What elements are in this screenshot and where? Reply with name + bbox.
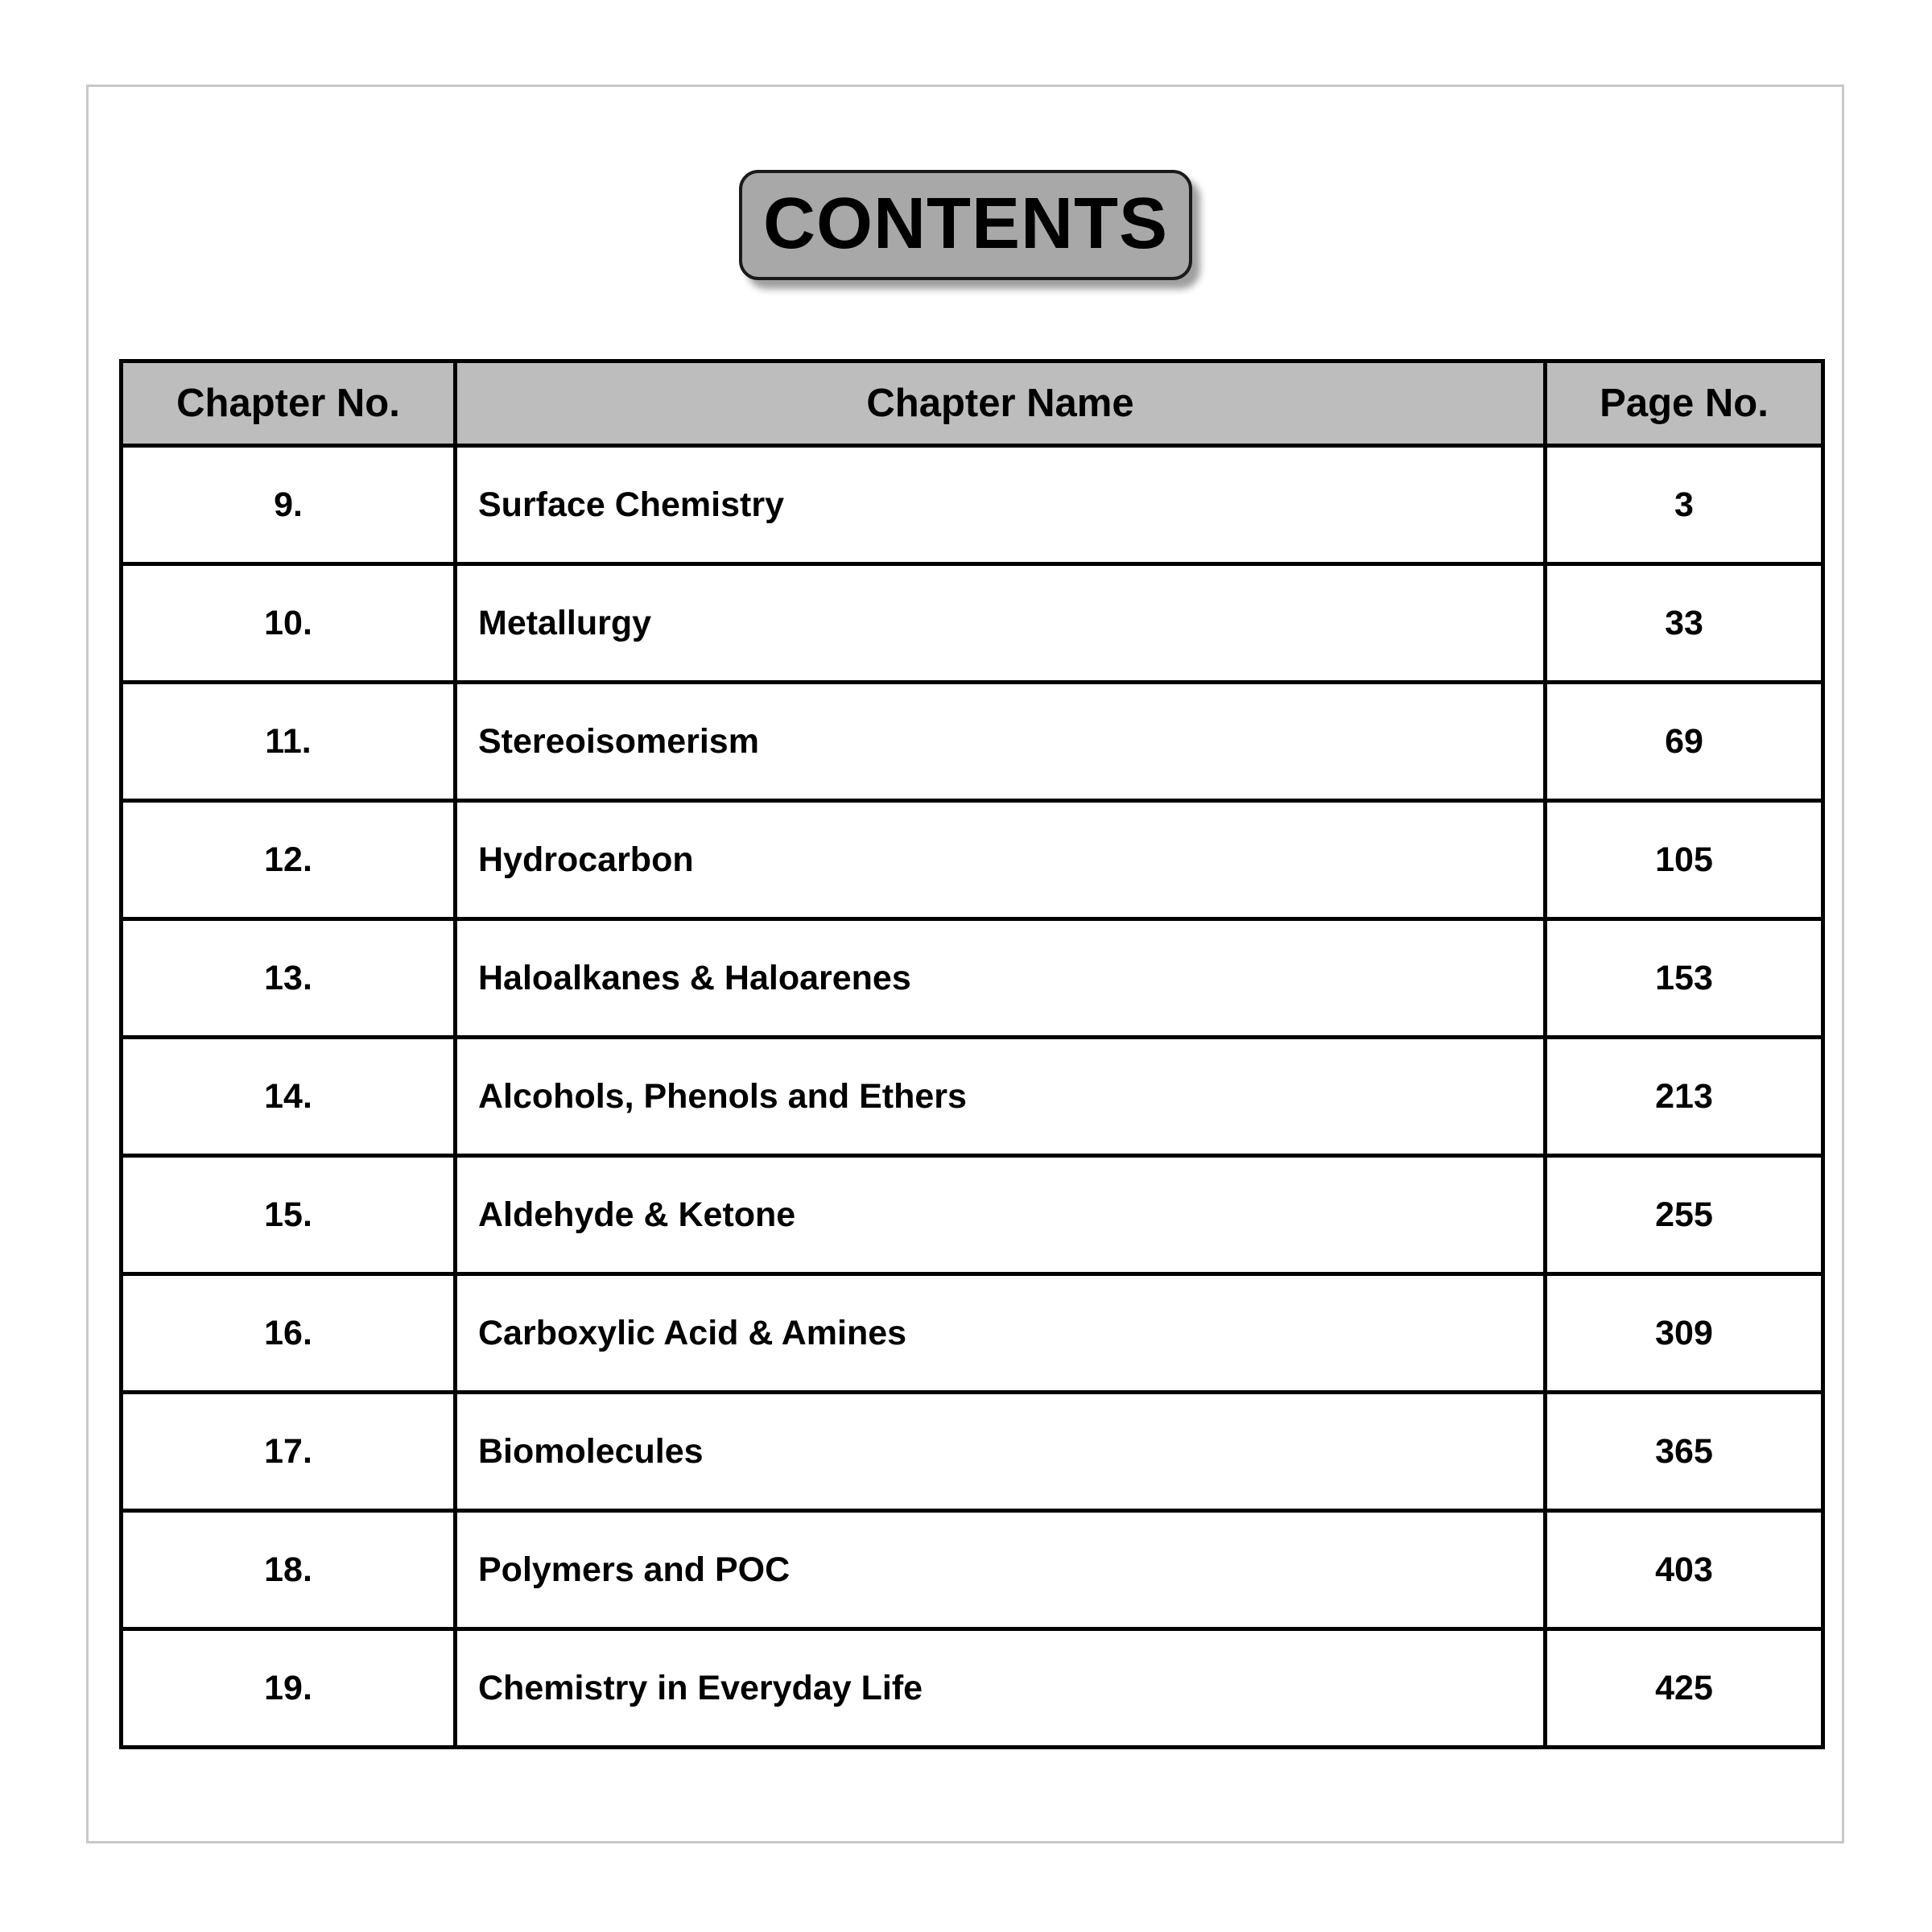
cell-chapter-no: 13. bbox=[122, 919, 456, 1038]
contents-title-badge bbox=[739, 170, 1192, 280]
table-row[interactable] bbox=[122, 1038, 1823, 1156]
cell-chapter-name: Hydrocarbon bbox=[456, 801, 1546, 919]
cell-chapter-name: Chemistry in Everyday Life bbox=[456, 1629, 1546, 1748]
cell-chapter-name: Carboxylic Acid & Amines bbox=[456, 1274, 1546, 1393]
table-row[interactable] bbox=[122, 1629, 1823, 1748]
cell-chapter-no: 15. bbox=[122, 1156, 456, 1274]
contents-title-text: CONTENTS bbox=[763, 183, 1168, 264]
table-body bbox=[122, 446, 1823, 1748]
table-row[interactable] bbox=[122, 1511, 1823, 1629]
cell-page-no: 403 bbox=[1546, 1511, 1823, 1629]
cell-chapter-no: 12. bbox=[122, 801, 456, 919]
cell-chapter-name: Polymers and POC bbox=[456, 1511, 1546, 1629]
column-header-chapter-no: Chapter No. bbox=[122, 361, 456, 446]
cell-chapter-no: 16. bbox=[122, 1274, 456, 1393]
cell-chapter-no: 11. bbox=[122, 683, 456, 801]
cell-chapter-name: Biomolecules bbox=[456, 1393, 1546, 1511]
page-sheet bbox=[86, 85, 1844, 1843]
cell-chapter-no: 17. bbox=[122, 1393, 456, 1511]
column-header-chapter-name: Chapter Name bbox=[456, 361, 1546, 446]
table-header-row bbox=[122, 361, 1823, 446]
table-of-contents bbox=[119, 359, 1825, 1749]
cell-chapter-name: Aldehyde & Ketone bbox=[456, 1156, 1546, 1274]
cell-page-no: 425 bbox=[1546, 1629, 1823, 1748]
cell-page-no: 33 bbox=[1546, 564, 1823, 683]
cell-chapter-no: 18. bbox=[122, 1511, 456, 1629]
table-row[interactable] bbox=[122, 1156, 1823, 1274]
table-row[interactable] bbox=[122, 564, 1823, 683]
cell-chapter-name: Alcohols, Phenols and Ethers bbox=[456, 1038, 1546, 1156]
cell-chapter-name: Metallurgy bbox=[456, 564, 1546, 683]
cell-chapter-name: Haloalkanes & Haloarenes bbox=[456, 919, 1546, 1038]
cell-page-no: 105 bbox=[1546, 801, 1823, 919]
column-header-page-no: Page No. bbox=[1546, 361, 1823, 446]
cell-chapter-no: 10. bbox=[122, 564, 456, 683]
title-area bbox=[89, 87, 1842, 361]
cell-chapter-name: Surface Chemistry bbox=[456, 446, 1546, 564]
cell-chapter-no: 19. bbox=[122, 1629, 456, 1748]
cell-page-no: 213 bbox=[1546, 1038, 1823, 1156]
cell-page-no: 3 bbox=[1546, 446, 1823, 564]
table-row[interactable] bbox=[122, 683, 1823, 801]
cell-page-no: 365 bbox=[1546, 1393, 1823, 1511]
cell-page-no: 153 bbox=[1546, 919, 1823, 1038]
cell-page-no: 69 bbox=[1546, 683, 1823, 801]
table-row[interactable] bbox=[122, 1393, 1823, 1511]
cell-chapter-no: 9. bbox=[122, 446, 456, 564]
table-row[interactable] bbox=[122, 919, 1823, 1038]
table-row[interactable] bbox=[122, 801, 1823, 919]
cell-chapter-name: Stereoisomerism bbox=[456, 683, 1546, 801]
cell-page-no: 309 bbox=[1546, 1274, 1823, 1393]
table-header bbox=[122, 361, 1823, 446]
table-row[interactable] bbox=[122, 1274, 1823, 1393]
table-row[interactable] bbox=[122, 446, 1823, 564]
cell-chapter-no: 14. bbox=[122, 1038, 456, 1156]
cell-page-no: 255 bbox=[1546, 1156, 1823, 1274]
